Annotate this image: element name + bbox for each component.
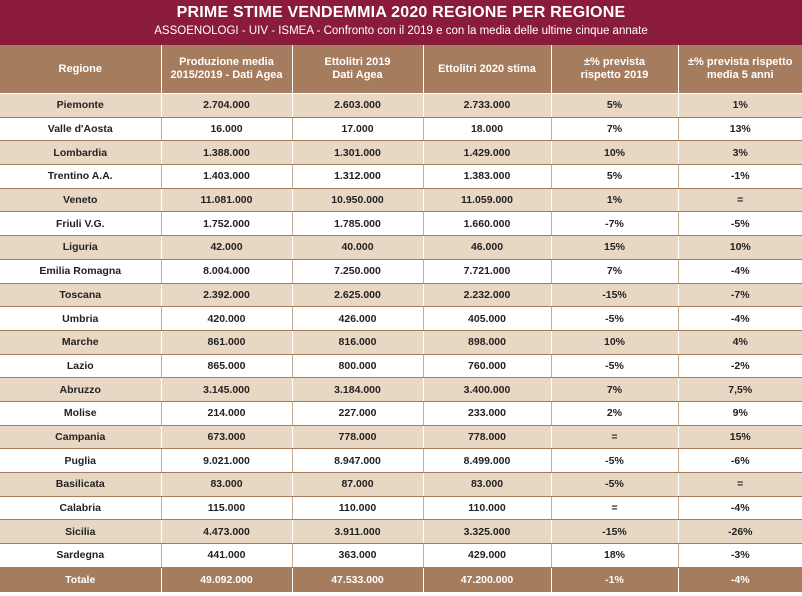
production-avg-cell: 214.000: [161, 401, 292, 425]
var-2019-cell: 10%: [551, 141, 678, 165]
hl-2020-cell: 1.383.000: [423, 165, 551, 189]
var-2019-cell: -5%: [551, 354, 678, 378]
var-2019-cell: -15%: [551, 283, 678, 307]
var-avg-cell: 1%: [678, 94, 802, 118]
table-row: [0, 94, 802, 118]
hl-2019-cell: 3.911.000: [292, 520, 423, 544]
page-subtitle: ASSOENOLOGI - UIV - ISMEA - Confronto con il 2019 e con la media delle ultime cinque annate: [154, 25, 648, 37]
hl-2020-cell: 110.000: [423, 496, 551, 520]
var-avg-cell: 9%: [678, 401, 802, 425]
production-avg-cell: 1.403.000: [161, 165, 292, 189]
hl-2020-cell: 1.429.000: [423, 141, 551, 165]
var-avg-cell: 13%: [678, 117, 802, 141]
total-row: [0, 567, 802, 592]
table-row: [0, 496, 802, 520]
col-header-line: ±% prevista: [583, 56, 646, 68]
table-row: [0, 212, 802, 236]
var-avg-cell: -26%: [678, 520, 802, 544]
table-row: [0, 259, 802, 283]
production-avg-cell: 865.000: [161, 354, 292, 378]
production-avg-cell: 11.081.000: [161, 188, 292, 212]
col-header-line: Produzione media: [179, 56, 274, 68]
hl-2019-cell: 800.000: [292, 354, 423, 378]
hl-2019-cell: 3.184.000: [292, 378, 423, 402]
var-2019-cell: 18%: [551, 544, 678, 568]
var-2019-cell: 7%: [551, 259, 678, 283]
var-2019-cell: 1%: [551, 188, 678, 212]
hl-2019-cell: 363.000: [292, 544, 423, 568]
region-cell: Liguria: [0, 236, 161, 260]
hl-2020-cell: 778.000: [423, 425, 551, 449]
region-cell: Emilia Romagna: [0, 259, 161, 283]
region-cell: Valle d'Aosta: [0, 117, 161, 141]
table-row: [0, 307, 802, 331]
col-header-ettolitri-2019: [292, 45, 423, 94]
table-row: [0, 520, 802, 544]
var-avg-cell: 15%: [678, 425, 802, 449]
hl-2020-cell: 8.499.000: [423, 449, 551, 473]
hl-2020-cell: 7.721.000: [423, 259, 551, 283]
hl-2019-cell: 816.000: [292, 330, 423, 354]
harvest-table: [0, 45, 802, 592]
hl-2019-cell: 8.947.000: [292, 449, 423, 473]
production-avg-cell: 9.021.000: [161, 449, 292, 473]
table-row: [0, 378, 802, 402]
hl-2020-cell: 2.733.000: [423, 94, 551, 118]
total-cell: 47.533.000: [292, 567, 423, 592]
var-avg-cell: -6%: [678, 449, 802, 473]
var-avg-cell: -7%: [678, 283, 802, 307]
page-title: PRIME STIME VENDEMMIA 2020 REGIONE PER REGIONE: [176, 4, 626, 21]
region-cell: Trentino A.A.: [0, 165, 161, 189]
region-cell: Umbria: [0, 307, 161, 331]
col-header-var-2019: [551, 45, 678, 94]
table-row: [0, 236, 802, 260]
table-row: [0, 330, 802, 354]
total-cell: -4%: [678, 567, 802, 592]
table-row: [0, 283, 802, 307]
table-row: [0, 401, 802, 425]
col-header-line: ±% prevista rispetto: [688, 56, 793, 68]
region-cell: Puglia: [0, 449, 161, 473]
var-2019-cell: 5%: [551, 94, 678, 118]
hl-2019-cell: 1.785.000: [292, 212, 423, 236]
hl-2020-cell: 898.000: [423, 330, 551, 354]
hl-2019-cell: 110.000: [292, 496, 423, 520]
title-banner: [0, 0, 802, 45]
var-avg-cell: -4%: [678, 307, 802, 331]
var-2019-cell: -15%: [551, 520, 678, 544]
hl-2020-cell: 46.000: [423, 236, 551, 260]
production-avg-cell: 2.392.000: [161, 283, 292, 307]
hl-2019-cell: 2.603.000: [292, 94, 423, 118]
col-header-line: Dati Agea: [332, 69, 383, 81]
hl-2019-cell: 10.950.000: [292, 188, 423, 212]
table-row: [0, 165, 802, 189]
var-2019-cell: -5%: [551, 449, 678, 473]
var-avg-cell: 7,5%: [678, 378, 802, 402]
var-2019-cell: 5%: [551, 165, 678, 189]
hl-2020-cell: 1.660.000: [423, 212, 551, 236]
hl-2020-cell: 18.000: [423, 117, 551, 141]
total-cell: 49.092.000: [161, 567, 292, 592]
var-avg-cell: -4%: [678, 496, 802, 520]
production-avg-cell: 420.000: [161, 307, 292, 331]
var-2019-cell: 7%: [551, 117, 678, 141]
var-2019-cell: =: [551, 496, 678, 520]
hl-2020-cell: 760.000: [423, 354, 551, 378]
region-cell: Lazio: [0, 354, 161, 378]
production-avg-cell: 83.000: [161, 473, 292, 497]
var-2019-cell: -7%: [551, 212, 678, 236]
hl-2019-cell: 87.000: [292, 473, 423, 497]
table-row: [0, 141, 802, 165]
table-row: [0, 425, 802, 449]
table-row: [0, 354, 802, 378]
hl-2019-cell: 778.000: [292, 425, 423, 449]
production-avg-cell: 861.000: [161, 330, 292, 354]
production-avg-cell: 8.004.000: [161, 259, 292, 283]
col-header-line: Ettolitri 2019: [324, 56, 391, 68]
region-cell: Lombardia: [0, 141, 161, 165]
hl-2019-cell: 40.000: [292, 236, 423, 260]
region-cell: Abruzzo: [0, 378, 161, 402]
table-row: [0, 117, 802, 141]
region-cell: Toscana: [0, 283, 161, 307]
header-row: [0, 45, 802, 94]
production-avg-cell: 441.000: [161, 544, 292, 568]
region-cell: Campania: [0, 425, 161, 449]
col-header-line: media 5 anni: [706, 69, 774, 81]
table-body: [0, 94, 802, 568]
table-row: [0, 544, 802, 568]
hl-2020-cell: 83.000: [423, 473, 551, 497]
hl-2020-cell: 233.000: [423, 401, 551, 425]
table-row: [0, 188, 802, 212]
hl-2019-cell: 426.000: [292, 307, 423, 331]
var-2019-cell: =: [551, 425, 678, 449]
hl-2019-cell: 1.301.000: [292, 141, 423, 165]
var-avg-cell: =: [678, 473, 802, 497]
var-avg-cell: 10%: [678, 236, 802, 260]
hl-2020-cell: 3.400.000: [423, 378, 551, 402]
production-avg-cell: 1.388.000: [161, 141, 292, 165]
hl-2019-cell: 7.250.000: [292, 259, 423, 283]
table-row: [0, 473, 802, 497]
var-avg-cell: 3%: [678, 141, 802, 165]
var-avg-cell: -4%: [678, 259, 802, 283]
production-avg-cell: 2.704.000: [161, 94, 292, 118]
table-row: [0, 449, 802, 473]
col-header-regione: Regione: [0, 45, 161, 94]
region-cell: Molise: [0, 401, 161, 425]
hl-2020-cell: 2.232.000: [423, 283, 551, 307]
hl-2020-cell: 429.000: [423, 544, 551, 568]
region-cell: Marche: [0, 330, 161, 354]
var-avg-cell: -1%: [678, 165, 802, 189]
var-avg-cell: -5%: [678, 212, 802, 236]
var-2019-cell: -5%: [551, 307, 678, 331]
production-avg-cell: 1.752.000: [161, 212, 292, 236]
production-avg-cell: 3.145.000: [161, 378, 292, 402]
production-avg-cell: 42.000: [161, 236, 292, 260]
hl-2020-cell: 405.000: [423, 307, 551, 331]
production-avg-cell: 673.000: [161, 425, 292, 449]
region-cell: Piemonte: [0, 94, 161, 118]
hl-2019-cell: 1.312.000: [292, 165, 423, 189]
total-cell: 47.200.000: [423, 567, 551, 592]
region-cell: Calabria: [0, 496, 161, 520]
region-cell: Sicilia: [0, 520, 161, 544]
region-cell: Sardegna: [0, 544, 161, 568]
col-header-ettolitri-2020: Ettolitri 2020 stima: [423, 45, 551, 94]
total-cell: -1%: [551, 567, 678, 592]
production-avg-cell: 4.473.000: [161, 520, 292, 544]
total-label: Totale: [0, 567, 161, 592]
var-avg-cell: -2%: [678, 354, 802, 378]
col-header-var-media: [678, 45, 802, 94]
hl-2019-cell: 2.625.000: [292, 283, 423, 307]
var-2019-cell: 7%: [551, 378, 678, 402]
production-avg-cell: 115.000: [161, 496, 292, 520]
var-avg-cell: 4%: [678, 330, 802, 354]
col-header-line: rispetto 2019: [580, 69, 649, 81]
hl-2020-cell: 3.325.000: [423, 520, 551, 544]
region-cell: Friuli V.G.: [0, 212, 161, 236]
hl-2020-cell: 11.059.000: [423, 188, 551, 212]
region-cell: Basilicata: [0, 473, 161, 497]
var-2019-cell: 15%: [551, 236, 678, 260]
production-avg-cell: 16.000: [161, 117, 292, 141]
var-2019-cell: 10%: [551, 330, 678, 354]
var-avg-cell: -3%: [678, 544, 802, 568]
var-avg-cell: =: [678, 188, 802, 212]
col-header-produzione-media: [161, 45, 292, 94]
hl-2019-cell: 227.000: [292, 401, 423, 425]
col-header-line: 2015/2019 - Dati Agea: [170, 69, 283, 81]
var-2019-cell: -5%: [551, 473, 678, 497]
var-2019-cell: 2%: [551, 401, 678, 425]
hl-2019-cell: 17.000: [292, 117, 423, 141]
region-cell: Veneto: [0, 188, 161, 212]
